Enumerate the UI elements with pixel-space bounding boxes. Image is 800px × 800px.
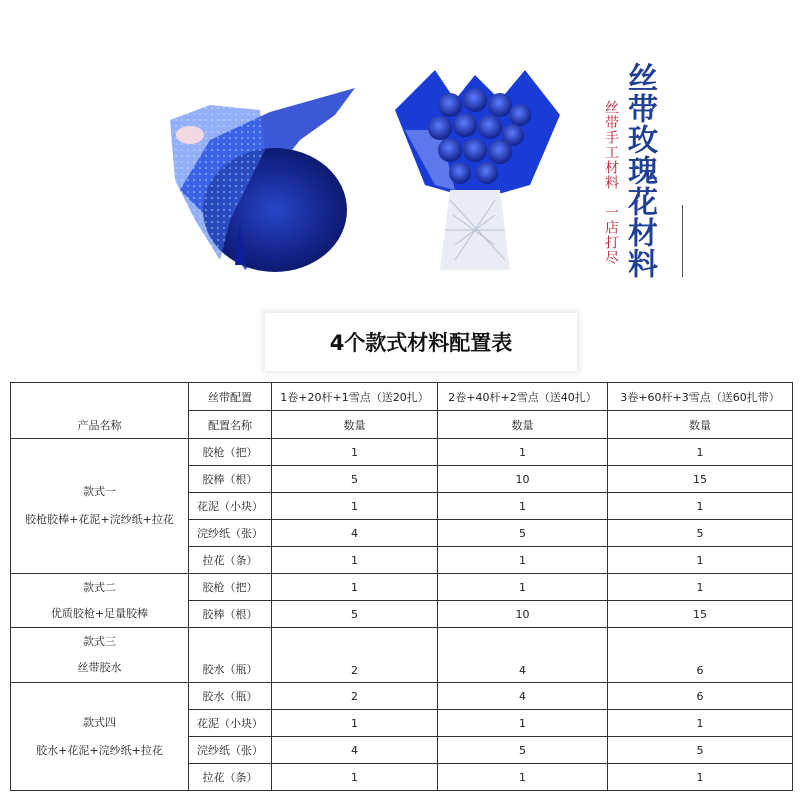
style-4-desc: 胶水+花泥+浣纱纸+拉花 [36,743,163,757]
table-row [11,574,793,601]
item-cell: 浣纱纸（张） [189,520,272,547]
qty-cell: 5 [272,601,438,628]
qty-cell: 1 [438,493,608,520]
table-row [11,628,793,683]
qty-cell: 1 [272,547,438,574]
item-cell: 拉花（条） [189,764,272,791]
item-cell: 浣纱纸（张） [189,737,272,764]
qty-cell: 5 [438,737,608,764]
item-cell: 拉花（条） [189,547,272,574]
brand-title: 丝带玫瑰花材料 [622,62,657,279]
qty-cell: 4 [272,520,438,547]
header-row-1 [11,383,793,411]
ribbon-config-header: 丝带配置 [189,383,272,411]
qty-cell: 1 [272,710,438,737]
plan-1-header: 1卷+20杆+1雪点（送20扎） [272,383,438,411]
style-3-cell [11,628,189,683]
config-table [10,382,793,791]
style-1-name: 款式一 [83,485,116,498]
plan-3-header: 3卷+60杆+3雪点（送60扎带） [608,383,793,411]
style-3-desc: 丝带胶水 [77,661,122,674]
qty-cell: 1 [608,493,793,520]
blue-rose-bouquet-photo-right [395,70,565,280]
qty-cell: 1 [608,439,793,466]
qty-cell: 1 [272,493,438,520]
qty-cell: 4 [438,628,608,683]
qty-cell: 2 [272,683,438,710]
item-cell: 胶水（瓶） [189,683,272,710]
table-row [11,683,793,710]
qty-cell: 1 [608,574,793,601]
style-2-cell [11,574,189,628]
item-cell: 胶棒（根） [189,601,272,628]
qty-cell: 15 [608,601,793,628]
divider-line [682,205,683,277]
qty-cell: 1 [272,764,438,791]
qty-cell: 1 [438,547,608,574]
quantity-header: 数量 [608,411,793,439]
style-1-desc: 胶枪胶棒+花泥+浣纱纸+拉花 [25,513,174,526]
style-4-name: 款式四 [83,715,116,729]
qty-cell: 5 [608,737,793,764]
qty-cell: 2 [272,628,438,683]
brand-subtitle-1: 丝带手工材料 [603,100,619,190]
item-cell: 胶棒（根） [189,466,272,493]
qty-cell: 4 [272,737,438,764]
table-title-box [265,313,577,371]
qty-cell: 10 [438,466,608,493]
style-2-name: 款式二 [83,580,116,594]
qty-cell: 5 [438,520,608,547]
qty-cell: 6 [608,628,793,683]
qty-cell: 1 [438,764,608,791]
qty-cell: 10 [438,601,608,628]
style-4-cell [11,683,189,791]
qty-cell: 15 [608,466,793,493]
config-name-header: 配置名称 [189,411,272,439]
item-cell: 胶枪（把） [189,574,272,601]
table-title: 4个款式材料配置表 [329,331,513,355]
item-cell: 胶水（瓶） [189,628,272,683]
qty-cell: 1 [272,574,438,601]
qty-cell: 1 [608,547,793,574]
style-3-name: 款式三 [83,635,116,648]
style-2-desc: 优质胶枪+足量胶棒 [50,606,149,620]
style-1-cell [11,439,189,574]
qty-cell: 6 [608,683,793,710]
qty-cell: 1 [608,764,793,791]
qty-cell: 1 [438,574,608,601]
plan-2-header: 2卷+40杆+2雪点（送40扎） [438,383,608,411]
blue-rose-bouquet-photo-left [150,70,365,275]
qty-cell: 1 [272,439,438,466]
item-cell: 花泥（小块） [189,493,272,520]
qty-cell: 1 [438,710,608,737]
quantity-header: 数量 [272,411,438,439]
qty-cell: 1 [438,439,608,466]
brand-subtitle-2: 一店打尽 [603,205,619,265]
table-row [11,439,793,466]
quantity-header: 数量 [438,411,608,439]
qty-cell: 5 [608,520,793,547]
item-cell: 花泥（小块） [189,710,272,737]
qty-cell: 1 [608,710,793,737]
qty-cell: 5 [272,466,438,493]
item-cell: 胶枪（把） [189,439,272,466]
qty-cell: 4 [438,683,608,710]
product-name-header: 产品名称 [11,383,189,439]
